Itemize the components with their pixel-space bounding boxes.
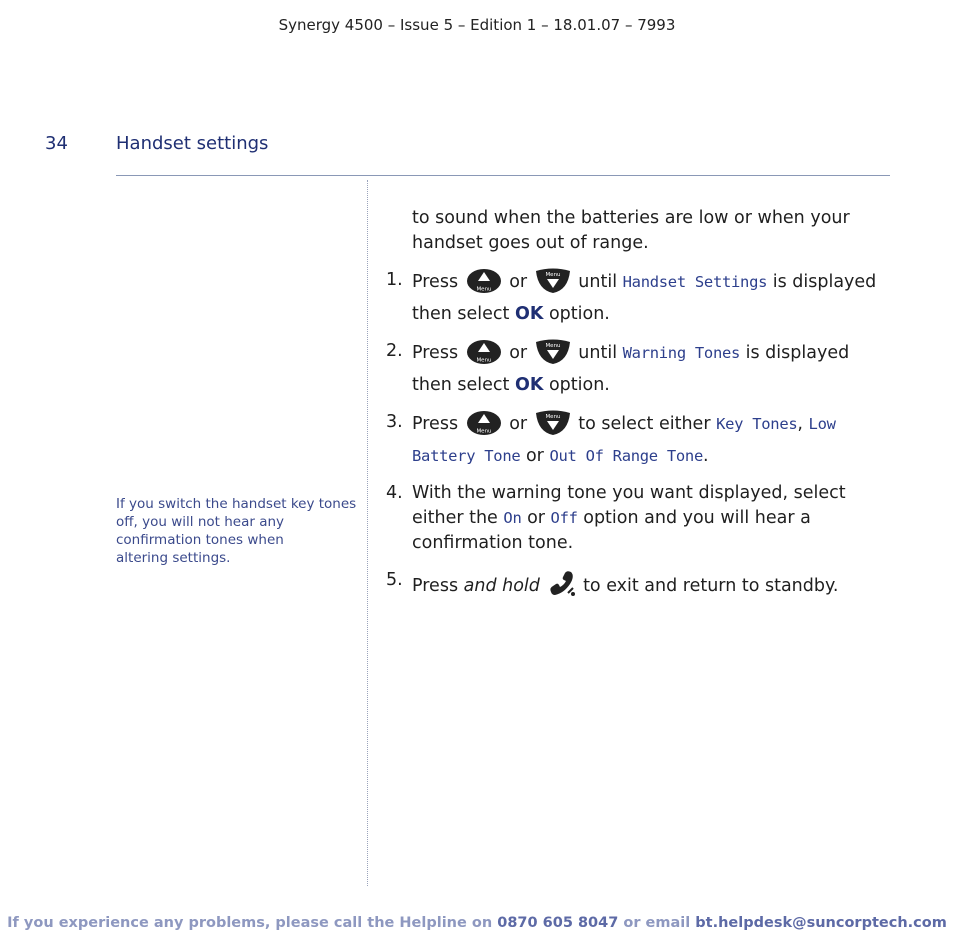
helpline-footer [0,915,954,931]
step-5 [384,568,884,606]
step-text: Press [412,414,459,434]
column-divider [367,180,368,886]
step-text: option. [548,304,610,324]
section-title: Handset settings [116,133,269,154]
side-note-line: confirmation tones when [116,532,284,548]
page-number: 34 [45,133,68,154]
step-text: is displayed then select [412,272,877,324]
step-2 [384,339,884,398]
display-text: Key Tones [716,415,798,433]
main-content [384,206,884,618]
side-note-line: altering settings. [116,550,231,566]
step-text: is displayed then select [412,343,850,395]
step-text: or [509,414,528,434]
ok-option: OK [514,304,544,324]
step-text: to exit and return to standby. [583,576,839,596]
step-number: 1. [386,270,403,290]
icon-label: Menu [545,414,561,420]
step-text: to select either [578,414,711,434]
step-4 [384,481,884,556]
display-text: On [503,509,522,527]
icon-label: Menu [545,343,561,349]
step-number: 3. [386,412,403,432]
step-text: With the warning tone you want displayed, select either the [412,483,846,528]
step-number: 5. [386,570,403,590]
menu-down-button-icon [534,339,572,373]
menu-down-button-icon [534,268,572,302]
display-text: Warning Tones [622,344,741,362]
step-number: 4. [386,483,403,503]
menu-down-button-icon [534,410,572,444]
document-meta: Synergy 4500 – Issue 5 – Edition 1 – 18.01.07 – 7993 [278,16,676,34]
icon-label: Menu [476,286,492,293]
step-number: 2. [386,341,403,361]
footer-text: or email [623,915,691,931]
helpdesk-email: bt.helpdesk@suncorptech.com [695,915,947,931]
step-3 [384,410,884,469]
side-note [116,495,356,567]
step-text: or [527,508,545,528]
step-text: until [578,343,618,363]
step-text: or [525,446,544,466]
step-text: . [703,446,709,466]
display-text: Handset Settings [622,273,768,291]
step-text: option. [548,375,610,395]
icon-label: Menu [545,272,561,278]
menu-up-button-icon [465,268,503,302]
step-emphasis: and hold [463,576,540,596]
footer-text: If you experience any problems, please call the Helpline on [7,915,493,931]
display-text: Out Of Range Tone [549,447,703,465]
steps-list [384,268,884,606]
step-text: until [578,272,618,292]
display-text: Off [550,509,578,527]
display-text: Low Battery Tone [412,415,836,465]
helpline-phone: 0870 605 8047 [497,915,619,931]
step-text: Press [412,576,459,596]
header-rule [116,175,890,176]
menu-up-button-icon [465,410,503,444]
side-note-line: If you switch the handset key tones [116,496,357,512]
step-text: option and you will hear a confirmation tone. [412,508,811,553]
icon-label: Menu [476,428,492,435]
icon-label: Menu [476,357,492,364]
step-text: or [509,272,528,292]
step-text: , [797,414,803,434]
ok-option: OK [514,375,544,395]
intro-text: to sound when the batteries are low or when your handset goes out of range. [412,208,850,253]
step-text: Press [412,343,459,363]
end-call-icon [546,568,576,606]
step-1 [384,268,884,327]
step-text: Press [412,272,459,292]
step-text: or [509,343,528,363]
menu-up-button-icon [465,339,503,373]
side-note-line: off, you will not hear any [116,514,285,530]
